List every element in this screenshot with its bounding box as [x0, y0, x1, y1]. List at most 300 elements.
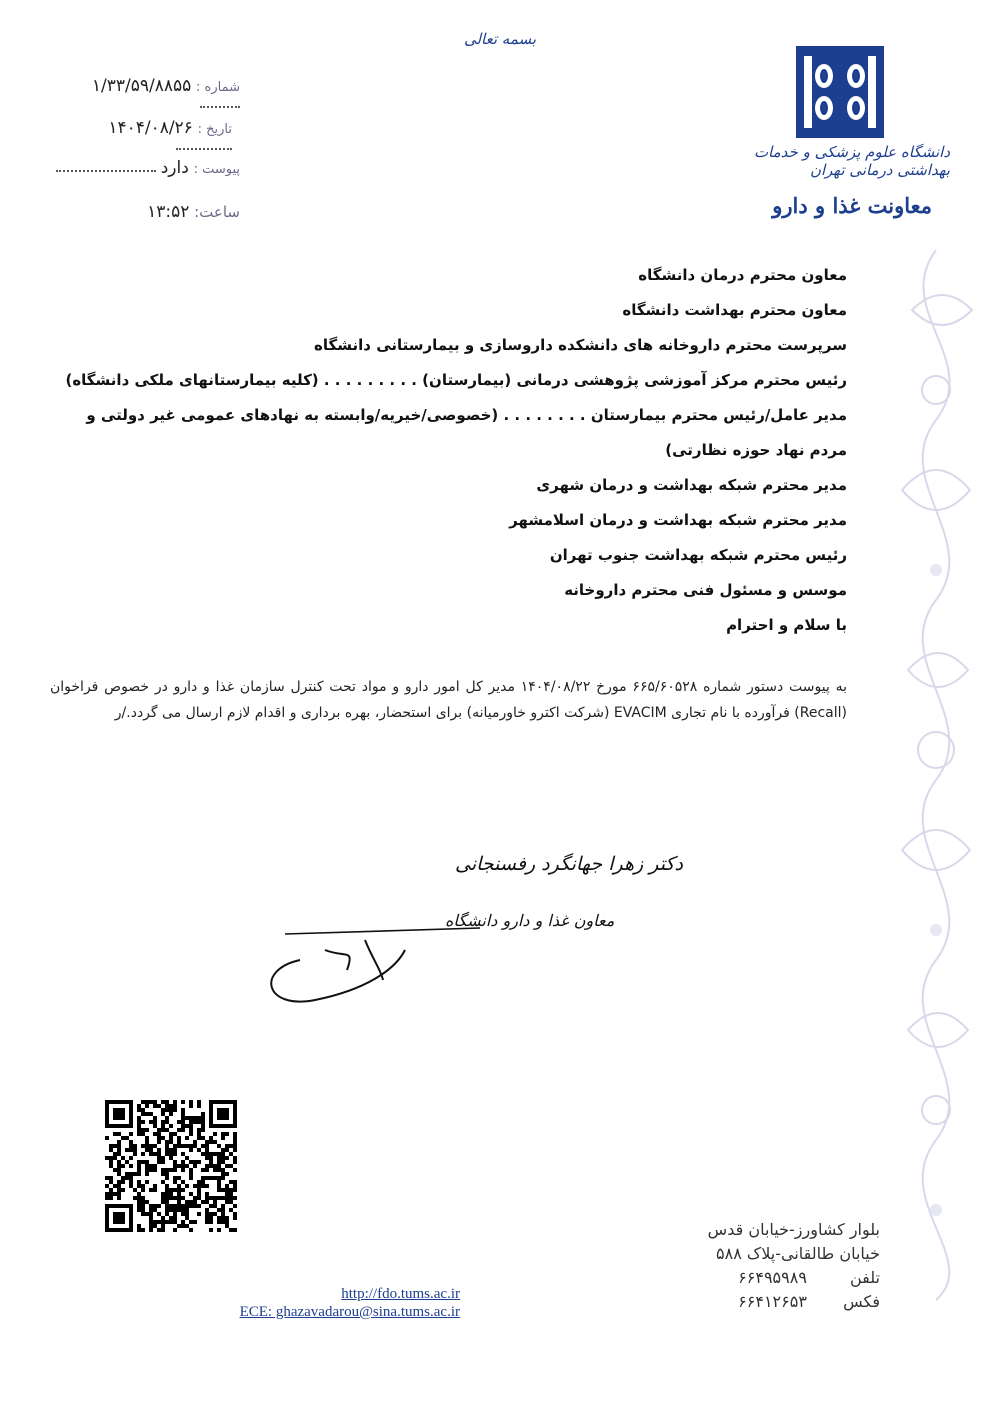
- qr-module: [105, 1184, 109, 1188]
- qr-module: [197, 1192, 201, 1196]
- qr-module: [141, 1212, 145, 1216]
- qr-module: [189, 1200, 193, 1204]
- qr-module: [173, 1108, 177, 1112]
- qr-module: [217, 1144, 221, 1148]
- qr-module: [165, 1100, 169, 1104]
- qr-module: [205, 1216, 209, 1220]
- qr-module: [105, 1192, 109, 1196]
- qr-module: [117, 1192, 121, 1196]
- qr-module: [193, 1120, 197, 1124]
- qr-module: [169, 1148, 173, 1152]
- qr-module: [197, 1212, 201, 1216]
- qr-module: [225, 1164, 229, 1168]
- qr-module: [213, 1164, 217, 1168]
- qr-module: [165, 1168, 169, 1172]
- qr-module: [221, 1216, 225, 1220]
- qr-module: [205, 1148, 209, 1152]
- qr-module: [181, 1164, 185, 1168]
- qr-module: [173, 1176, 177, 1180]
- qr-module: [149, 1120, 153, 1124]
- time-row: [140, 202, 240, 222]
- qr-module: [157, 1156, 161, 1160]
- qr-module: [177, 1188, 181, 1192]
- qr-module: [197, 1104, 201, 1108]
- qr-module: [165, 1212, 169, 1216]
- qr-module: [185, 1124, 189, 1128]
- qr-module: [217, 1196, 221, 1200]
- qr-module: [117, 1144, 121, 1148]
- qr-module: [161, 1108, 165, 1112]
- address-line: خیابان طالقانی-پلاک ۵۸۸: [716, 1244, 880, 1263]
- qr-module: [201, 1116, 205, 1120]
- qr-module: [165, 1176, 169, 1180]
- qr-module: [209, 1140, 213, 1144]
- qr-module: [233, 1144, 237, 1148]
- qr-module: [169, 1216, 173, 1220]
- qr-module: [201, 1136, 205, 1140]
- qr-module: [225, 1188, 229, 1192]
- qr-module: [173, 1168, 177, 1172]
- qr-module: [157, 1132, 161, 1136]
- qr-module: [233, 1204, 237, 1208]
- website-link[interactable]: http://fdo.tums.ac.ir: [341, 1286, 460, 1302]
- qr-module: [141, 1228, 145, 1232]
- qr-module: [173, 1132, 177, 1136]
- qr-module: [225, 1224, 229, 1228]
- qr-module: [141, 1112, 145, 1116]
- qr-module: [137, 1164, 141, 1168]
- qr-module: [169, 1204, 173, 1208]
- qr-module: [113, 1152, 117, 1156]
- qr-module: [153, 1104, 157, 1108]
- qr-module: [137, 1108, 141, 1112]
- qr-module: [145, 1148, 149, 1152]
- qr-module: [109, 1160, 113, 1164]
- qr-module: [165, 1192, 169, 1196]
- qr-module: [197, 1180, 201, 1184]
- qr-module: [205, 1164, 209, 1168]
- qr-module: [141, 1120, 145, 1124]
- qr-module: [197, 1184, 201, 1188]
- qr-module: [233, 1184, 237, 1188]
- qr-module: [169, 1108, 173, 1112]
- qr-module: [209, 1196, 213, 1200]
- qr-module: [185, 1184, 189, 1188]
- qr-module: [213, 1140, 217, 1144]
- qr-module: [217, 1176, 221, 1180]
- qr-module: [181, 1152, 185, 1156]
- qr-module: [169, 1168, 173, 1172]
- qr-module: [189, 1192, 193, 1196]
- qr-module: [169, 1104, 173, 1108]
- qr-module: [117, 1188, 121, 1192]
- qr-module: [193, 1164, 197, 1168]
- qr-module: [165, 1196, 169, 1200]
- qr-module: [209, 1160, 213, 1164]
- qr-module: [165, 1204, 169, 1208]
- qr-module: [229, 1188, 233, 1192]
- qr-module: [137, 1200, 141, 1204]
- qr-module: [185, 1208, 189, 1212]
- qr-module: [181, 1168, 185, 1172]
- qr-module: [217, 1164, 221, 1168]
- qr-module: [145, 1212, 149, 1216]
- university-logo: [796, 46, 884, 138]
- qr-module: [145, 1140, 149, 1144]
- qr-module: [173, 1208, 177, 1212]
- qr-module: [181, 1108, 185, 1112]
- qr-module: [137, 1160, 141, 1164]
- letter-date-row: [50, 118, 232, 156]
- qr-module: [157, 1228, 161, 1232]
- qr-module: [121, 1176, 125, 1180]
- qr-module: [185, 1156, 189, 1160]
- qr-module: [149, 1144, 153, 1148]
- qr-module: [185, 1116, 189, 1120]
- qr-module: [113, 1108, 125, 1120]
- qr-module: [165, 1172, 169, 1176]
- qr-module: [149, 1204, 153, 1208]
- qr-module: [153, 1164, 157, 1168]
- qr-module: [173, 1180, 177, 1184]
- qr-module: [149, 1208, 153, 1212]
- qr-module: [141, 1196, 145, 1200]
- qr-module: [153, 1132, 157, 1136]
- qr-module: [137, 1204, 141, 1208]
- qr-module: [149, 1164, 153, 1168]
- qr-module: [153, 1116, 157, 1120]
- qr-module: [233, 1140, 237, 1144]
- qr-module: [213, 1212, 217, 1216]
- letter-date-value: ۱۴۰۴/۰۸/۲۶: [108, 118, 193, 138]
- university-name: دانشگاه علوم پزشکی و خدمات بهداشتی درمانی تهران: [753, 143, 950, 179]
- qr-module: [197, 1148, 201, 1152]
- qr-module: [229, 1196, 233, 1200]
- qr-module: [173, 1164, 177, 1168]
- qr-module: [137, 1124, 141, 1128]
- qr-module: [225, 1184, 229, 1188]
- qr-module: [161, 1100, 165, 1104]
- qr-module: [189, 1160, 193, 1164]
- qr-module: [221, 1136, 225, 1140]
- fax-label: فکس: [843, 1292, 880, 1311]
- recipient-line: مدیر محترم شبکه بهداشت و درمان شهری: [536, 476, 847, 494]
- qr-module: [221, 1156, 225, 1160]
- qr-module: [173, 1104, 177, 1108]
- dotted-line: [176, 148, 232, 150]
- qr-module: [225, 1216, 229, 1220]
- qr-module: [185, 1204, 189, 1208]
- qr-module: [157, 1104, 161, 1108]
- recipient-line: موسس و مسئول فنی محترم داروخانه: [564, 581, 847, 599]
- qr-code: [105, 1100, 237, 1232]
- qr-module: [145, 1168, 149, 1172]
- qr-module: [221, 1204, 225, 1208]
- qr-module: [197, 1132, 201, 1136]
- qr-module: [233, 1212, 237, 1216]
- qr-module: [169, 1124, 173, 1128]
- qr-module: [153, 1204, 157, 1208]
- qr-module: [233, 1196, 237, 1200]
- qr-module: [177, 1200, 181, 1204]
- qr-module: [189, 1176, 193, 1180]
- qr-module: [229, 1208, 233, 1212]
- qr-module: [201, 1200, 205, 1204]
- qr-module: [213, 1176, 217, 1180]
- qr-module: [161, 1120, 165, 1124]
- qr-module: [169, 1152, 173, 1156]
- qr-module: [133, 1144, 137, 1148]
- qr-module: [181, 1212, 185, 1216]
- fax-value: ۶۶۴۱۲۶۵۳: [738, 1292, 807, 1311]
- qr-module: [221, 1220, 225, 1224]
- qr-module: [217, 1208, 221, 1212]
- qr-module: [141, 1132, 145, 1136]
- qr-module: [161, 1200, 165, 1204]
- qr-module: [165, 1184, 169, 1188]
- qr-module: [117, 1152, 121, 1156]
- qr-module: [181, 1120, 185, 1124]
- qr-module: [157, 1204, 161, 1208]
- qr-module: [201, 1168, 205, 1172]
- greeting: با سلام و احترام: [726, 616, 847, 634]
- qr-module: [169, 1136, 173, 1140]
- qr-module: [113, 1168, 117, 1172]
- qr-module: [157, 1220, 161, 1224]
- qr-module: [205, 1156, 209, 1160]
- qr-module: [177, 1120, 181, 1124]
- qr-module: [149, 1188, 153, 1192]
- qr-module: [149, 1148, 153, 1152]
- qr-module: [165, 1128, 169, 1132]
- qr-module: [153, 1120, 157, 1124]
- contact-links: [150, 1285, 460, 1321]
- qr-module: [189, 1116, 193, 1120]
- qr-module: [165, 1108, 169, 1112]
- qr-module: [233, 1228, 237, 1232]
- qr-module: [201, 1176, 205, 1180]
- qr-module: [181, 1208, 185, 1212]
- qr-module: [189, 1104, 193, 1108]
- qr-module: [117, 1196, 121, 1200]
- qr-module: [173, 1152, 177, 1156]
- qr-module: [153, 1220, 157, 1224]
- qr-module: [117, 1132, 121, 1136]
- fax-row: [640, 1290, 880, 1314]
- qr-module: [173, 1196, 177, 1200]
- qr-module: [197, 1136, 201, 1140]
- qr-module: [109, 1180, 113, 1184]
- qr-module: [221, 1212, 225, 1216]
- qr-module: [221, 1208, 225, 1212]
- email-link[interactable]: ECE: ghazavadarou@sina.tums.ac.ir: [239, 1304, 460, 1320]
- recipient-line: رئیس محترم مرکز آموزشی پژوهشی درمانی (بیمارستان) . . . . . . . . . (کلیه بیمارستانهای ملکی دانشگاه): [65, 371, 847, 389]
- qr-module: [165, 1200, 169, 1204]
- qr-module: [145, 1164, 149, 1168]
- qr-module: [181, 1116, 185, 1120]
- address-block: [640, 1218, 880, 1314]
- qr-module: [133, 1148, 137, 1152]
- qr-module: [181, 1196, 185, 1200]
- qr-module: [225, 1220, 229, 1224]
- qr-module: [177, 1144, 181, 1148]
- qr-module: [149, 1228, 153, 1232]
- qr-module: [217, 1188, 221, 1192]
- qr-module: [221, 1160, 225, 1164]
- qr-module: [145, 1200, 149, 1204]
- qr-module: [169, 1132, 173, 1136]
- qr-module: [217, 1160, 221, 1164]
- recipient-line: معاون محترم بهداشت دانشگاه: [622, 301, 847, 319]
- qr-module: [145, 1112, 149, 1116]
- qr-module: [141, 1188, 145, 1192]
- qr-module: [181, 1220, 185, 1224]
- qr-module: [233, 1168, 237, 1172]
- qr-module: [209, 1164, 213, 1168]
- qr-module: [165, 1148, 169, 1152]
- qr-module: [221, 1188, 225, 1192]
- qr-module: [137, 1196, 141, 1200]
- qr-module: [193, 1116, 197, 1120]
- qr-module: [109, 1148, 113, 1152]
- qr-module: [225, 1192, 229, 1196]
- qr-module: [213, 1200, 217, 1204]
- qr-module: [141, 1128, 145, 1132]
- qr-module: [117, 1168, 121, 1172]
- qr-module: [153, 1168, 157, 1172]
- qr-module: [209, 1204, 213, 1208]
- qr-module: [165, 1120, 169, 1124]
- qr-module: [197, 1100, 201, 1104]
- qr-module: [125, 1172, 129, 1176]
- qr-module: [157, 1152, 161, 1156]
- qr-module: [153, 1124, 157, 1128]
- dotted-line: [200, 106, 240, 108]
- qr-module: [173, 1188, 177, 1192]
- qr-module: [177, 1164, 181, 1168]
- qr-module: [193, 1184, 197, 1188]
- qr-module: [173, 1100, 177, 1104]
- qr-module: [121, 1156, 125, 1160]
- qr-module: [225, 1132, 229, 1136]
- letter-number-label: شماره :: [196, 80, 240, 95]
- attachment-label: پیوست :: [193, 162, 240, 177]
- qr-module: [121, 1136, 125, 1140]
- qr-module: [125, 1160, 129, 1164]
- qr-module: [193, 1200, 197, 1204]
- qr-module: [145, 1160, 149, 1164]
- qr-module: [209, 1156, 213, 1160]
- qr-module: [225, 1144, 229, 1148]
- qr-module: [149, 1100, 153, 1104]
- qr-module: [141, 1160, 145, 1164]
- qr-module: [109, 1192, 113, 1196]
- qr-module: [189, 1172, 193, 1176]
- qr-module: [137, 1128, 141, 1132]
- qr-module: [137, 1104, 141, 1108]
- qr-module: [149, 1224, 153, 1228]
- qr-module: [109, 1176, 113, 1180]
- qr-module: [189, 1120, 193, 1124]
- qr-module: [213, 1196, 217, 1200]
- qr-module: [109, 1188, 113, 1192]
- qr-module: [213, 1132, 217, 1136]
- qr-module: [125, 1176, 129, 1180]
- qr-module: [137, 1228, 141, 1232]
- recipient-line: سرپرست محترم داروخانه های دانشکده داروسازی و بیمارستانی دانشگاه: [314, 336, 847, 354]
- qr-module: [225, 1148, 229, 1152]
- qr-module: [129, 1172, 133, 1176]
- qr-module: [181, 1124, 185, 1128]
- qr-module: [181, 1224, 185, 1228]
- qr-module: [189, 1124, 193, 1128]
- qr-module: [201, 1124, 205, 1128]
- qr-module: [177, 1184, 181, 1188]
- qr-module: [113, 1184, 117, 1188]
- qr-module: [233, 1160, 237, 1164]
- qr-module: [165, 1144, 169, 1148]
- qr-module: [145, 1172, 149, 1176]
- qr-module: [181, 1100, 185, 1104]
- qr-module: [205, 1212, 209, 1216]
- qr-module: [153, 1144, 157, 1148]
- phone-label: تلفن: [849, 1268, 880, 1287]
- qr-module: [173, 1144, 177, 1148]
- qr-module: [121, 1164, 125, 1168]
- qr-module: [141, 1100, 145, 1104]
- qr-module: [177, 1128, 181, 1132]
- qr-module: [165, 1140, 169, 1144]
- dotted-line: [56, 170, 156, 172]
- qr-module: [205, 1192, 209, 1196]
- qr-module: [205, 1140, 209, 1144]
- qr-module: [185, 1212, 189, 1216]
- qr-module: [153, 1184, 157, 1188]
- qr-module: [165, 1188, 169, 1192]
- qr-module: [201, 1184, 205, 1188]
- qr-module: [233, 1188, 237, 1192]
- qr-module: [129, 1184, 133, 1188]
- qr-module: [221, 1196, 225, 1200]
- recipient-line: مدیر محترم شبکه بهداشت و درمان اسلامشهر: [509, 511, 847, 529]
- qr-module: [233, 1180, 237, 1184]
- qr-module: [157, 1148, 161, 1152]
- qr-module: [193, 1196, 197, 1200]
- qr-module: [161, 1220, 165, 1224]
- qr-module: [205, 1152, 209, 1156]
- qr-module: [197, 1204, 201, 1208]
- qr-module: [173, 1212, 177, 1216]
- qr-module: [213, 1204, 217, 1208]
- qr-module: [161, 1216, 165, 1220]
- qr-module: [161, 1128, 165, 1132]
- qr-module: [113, 1156, 117, 1160]
- qr-module: [205, 1200, 209, 1204]
- qr-module: [137, 1120, 141, 1124]
- time-label: ساعت:: [194, 203, 240, 221]
- decorative-border-ornament: [872, 250, 1000, 1300]
- handwritten-signature: [255, 830, 683, 1010]
- qr-module: [205, 1220, 209, 1224]
- qr-module: [229, 1228, 233, 1232]
- qr-module: [209, 1152, 213, 1156]
- qr-module: [137, 1180, 141, 1184]
- qr-module: [157, 1136, 161, 1140]
- qr-module: [233, 1136, 237, 1140]
- qr-module: [173, 1204, 177, 1208]
- qr-module: [161, 1136, 165, 1140]
- qr-module: [129, 1144, 133, 1148]
